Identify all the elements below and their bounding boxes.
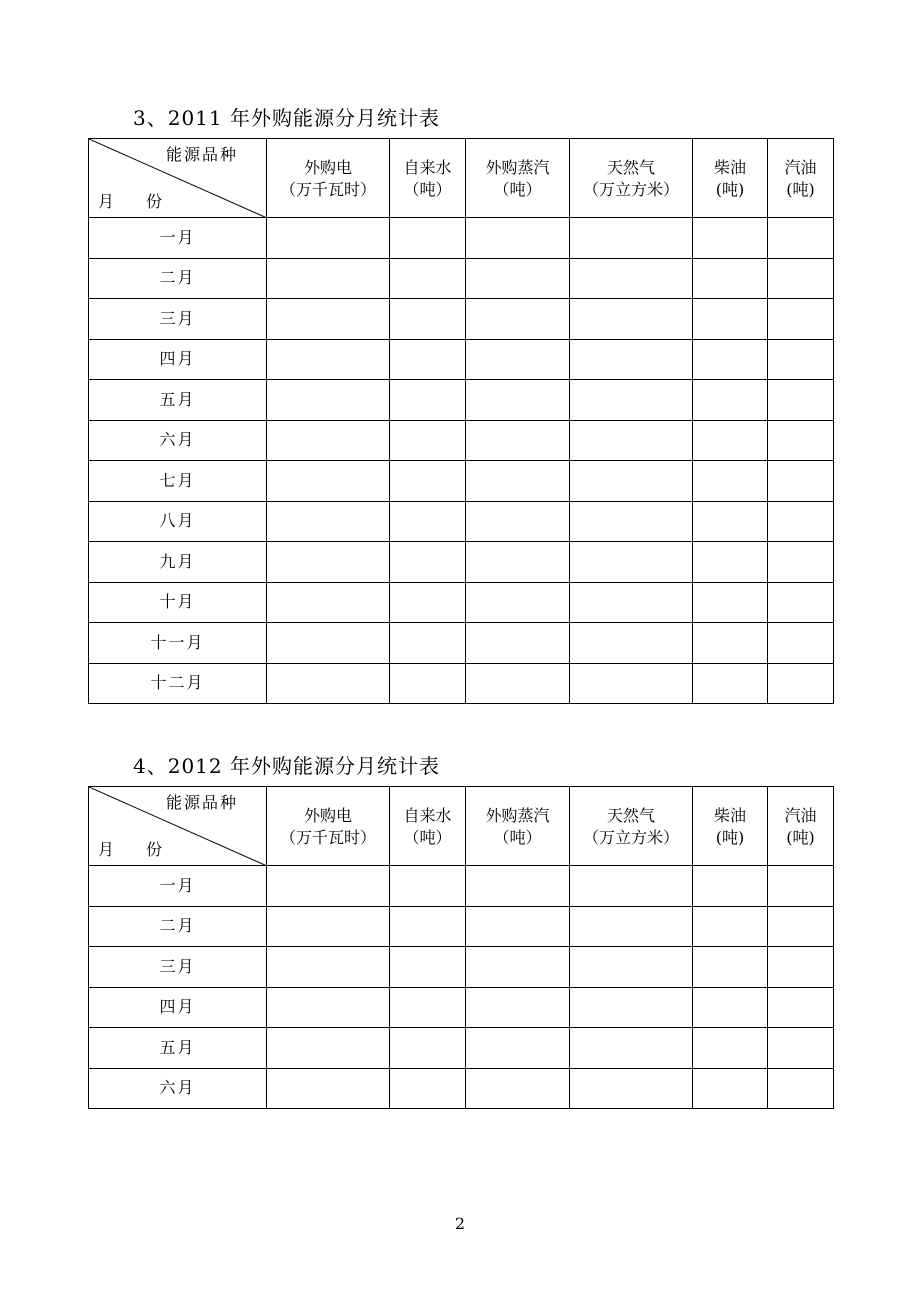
data-cell[interactable] — [267, 218, 390, 259]
data-cell[interactable] — [267, 582, 390, 623]
column-unit: (吨) — [715, 180, 745, 199]
data-cell[interactable] — [693, 947, 768, 988]
data-cell[interactable] — [390, 542, 466, 583]
table-row — [89, 663, 834, 704]
data-cell[interactable] — [390, 582, 466, 623]
column-unit: （吨） — [493, 828, 542, 847]
column-unit: （万千瓦时） — [279, 828, 376, 847]
data-cell[interactable] — [693, 623, 768, 664]
data-cell[interactable] — [466, 947, 570, 988]
data-cell[interactable] — [267, 866, 390, 907]
data-cell[interactable] — [390, 1068, 466, 1109]
month-cell: 七月 — [89, 461, 267, 502]
data-cell[interactable] — [390, 299, 466, 340]
data-cell[interactable] — [570, 1028, 693, 1069]
data-cell[interactable] — [693, 582, 768, 623]
data-cell[interactable] — [267, 380, 390, 421]
column-unit: （万立方米） — [582, 828, 679, 847]
data-cell[interactable] — [267, 623, 390, 664]
data-cell[interactable] — [466, 380, 570, 421]
data-cell[interactable] — [570, 339, 693, 380]
table-row — [89, 947, 834, 988]
table-row — [89, 987, 834, 1028]
column-unit: (吨) — [786, 180, 815, 199]
month-cell: 十一月 — [89, 623, 267, 664]
data-cell[interactable] — [570, 501, 693, 542]
column-name: 天然气 — [606, 806, 655, 825]
data-cell[interactable] — [267, 906, 390, 947]
data-cell[interactable] — [390, 947, 466, 988]
month-cell: 五月 — [89, 1028, 267, 1069]
data-cell[interactable] — [466, 987, 570, 1028]
data-cell[interactable] — [466, 218, 570, 259]
column-name: 外购蒸汽 — [485, 806, 550, 825]
column-unit: （万立方米） — [582, 180, 679, 199]
data-cell[interactable] — [390, 866, 466, 907]
column-name: 汽油 — [784, 158, 817, 177]
table-row — [89, 623, 834, 664]
data-cell[interactable] — [693, 420, 768, 461]
month-cell: 三月 — [89, 299, 267, 340]
data-cell[interactable] — [693, 461, 768, 502]
data-cell[interactable] — [693, 299, 768, 340]
table-row — [89, 582, 834, 623]
data-cell[interactable] — [390, 380, 466, 421]
data-cell[interactable] — [768, 339, 834, 380]
table-row — [89, 542, 834, 583]
data-cell[interactable] — [693, 380, 768, 421]
data-cell[interactable] — [466, 582, 570, 623]
month-cell: 一月 — [89, 866, 267, 907]
data-cell[interactable] — [768, 1028, 834, 1069]
data-cell[interactable] — [768, 461, 834, 502]
month-label: 月 份 — [98, 192, 163, 211]
data-cell[interactable] — [390, 987, 466, 1028]
data-cell[interactable] — [570, 420, 693, 461]
month-cell: 二月 — [89, 258, 267, 299]
month-cell: 十月 — [89, 582, 267, 623]
data-cell[interactable] — [466, 461, 570, 502]
data-cell[interactable] — [390, 420, 466, 461]
data-cell[interactable] — [570, 582, 693, 623]
data-cell[interactable] — [570, 1068, 693, 1109]
column-unit: （万千瓦时） — [279, 180, 376, 199]
month-cell: 八月 — [89, 501, 267, 542]
column-name: 外购电 — [303, 158, 352, 177]
data-cell[interactable] — [390, 663, 466, 704]
table-row — [89, 299, 834, 340]
data-cell[interactable] — [570, 947, 693, 988]
column-header — [466, 787, 570, 866]
table-row — [89, 1068, 834, 1109]
column-unit: （吨） — [403, 180, 452, 199]
corner-cell — [89, 139, 267, 218]
data-cell[interactable] — [693, 218, 768, 259]
column-unit: (吨) — [715, 828, 745, 847]
data-cell[interactable] — [570, 461, 693, 502]
data-cell[interactable] — [570, 258, 693, 299]
table-row — [89, 906, 834, 947]
column-header — [267, 139, 390, 218]
data-cell[interactable] — [390, 906, 466, 947]
data-cell[interactable] — [466, 339, 570, 380]
month-cell: 十二月 — [89, 663, 267, 704]
month-cell: 六月 — [89, 1068, 267, 1109]
data-cell[interactable] — [466, 1028, 570, 1069]
data-cell[interactable] — [267, 1028, 390, 1069]
column-unit: (吨) — [786, 828, 815, 847]
column-header — [466, 139, 570, 218]
corner-cell — [89, 787, 267, 866]
energy-table-2011 — [88, 138, 834, 704]
data-cell[interactable] — [693, 501, 768, 542]
data-cell[interactable] — [768, 542, 834, 583]
data-cell[interactable] — [570, 380, 693, 421]
column-name: 天然气 — [606, 158, 655, 177]
data-cell[interactable] — [267, 947, 390, 988]
column-name: 柴油 — [713, 806, 746, 825]
column-header — [693, 787, 768, 866]
data-cell[interactable] — [570, 663, 693, 704]
column-name: 自来水 — [403, 158, 452, 177]
month-cell: 六月 — [89, 420, 267, 461]
data-cell[interactable] — [267, 542, 390, 583]
column-name: 柴油 — [713, 158, 746, 177]
header-row — [89, 787, 834, 866]
column-name: 自来水 — [403, 806, 452, 825]
column-name: 汽油 — [784, 806, 817, 825]
energy-type-label: 能源品种 — [165, 145, 238, 164]
data-cell[interactable] — [768, 420, 834, 461]
data-cell[interactable] — [768, 380, 834, 421]
data-cell[interactable] — [466, 623, 570, 664]
data-cell[interactable] — [466, 1068, 570, 1109]
data-cell[interactable] — [768, 218, 834, 259]
month-cell: 九月 — [89, 542, 267, 583]
month-cell: 四月 — [89, 339, 267, 380]
data-cell[interactable] — [768, 987, 834, 1028]
month-cell: 三月 — [89, 947, 267, 988]
data-cell[interactable] — [693, 542, 768, 583]
column-header — [768, 139, 834, 218]
data-cell[interactable] — [693, 1028, 768, 1069]
column-header — [267, 787, 390, 866]
data-cell[interactable] — [466, 542, 570, 583]
data-cell[interactable] — [390, 218, 466, 259]
column-unit: （吨） — [403, 828, 452, 847]
data-cell[interactable] — [693, 1068, 768, 1109]
data-cell[interactable] — [466, 663, 570, 704]
table-row — [89, 258, 834, 299]
column-header — [768, 787, 834, 866]
month-cell: 四月 — [89, 987, 267, 1028]
table-row — [89, 501, 834, 542]
data-cell[interactable] — [693, 987, 768, 1028]
data-cell[interactable] — [570, 218, 693, 259]
data-cell[interactable] — [267, 663, 390, 704]
data-cell[interactable] — [570, 299, 693, 340]
data-cell[interactable] — [768, 906, 834, 947]
data-cell[interactable] — [570, 987, 693, 1028]
month-cell: 一月 — [89, 218, 267, 259]
data-cell[interactable] — [390, 623, 466, 664]
data-cell[interactable] — [693, 866, 768, 907]
column-header — [570, 139, 693, 218]
column-header — [693, 139, 768, 218]
data-cell[interactable] — [390, 1028, 466, 1069]
table-2011-heading: 3、2011 年外购能源分月统计表 — [133, 106, 440, 130]
data-cell[interactable] — [390, 501, 466, 542]
data-cell[interactable] — [466, 906, 570, 947]
column-header — [390, 139, 466, 218]
data-cell[interactable] — [768, 947, 834, 988]
table-row — [89, 380, 834, 421]
header-row — [89, 139, 834, 218]
data-cell[interactable] — [768, 1068, 834, 1109]
month-cell: 二月 — [89, 906, 267, 947]
data-cell[interactable] — [693, 906, 768, 947]
data-cell[interactable] — [768, 866, 834, 907]
data-cell[interactable] — [693, 339, 768, 380]
month-label: 月 份 — [98, 840, 163, 859]
table-row — [89, 218, 834, 259]
data-cell[interactable] — [466, 299, 570, 340]
data-cell[interactable] — [466, 501, 570, 542]
table-2012-heading: 4、2012 年外购能源分月统计表 — [133, 754, 440, 778]
energy-table-2012 — [88, 786, 834, 1109]
data-cell[interactable] — [267, 987, 390, 1028]
data-cell[interactable] — [768, 501, 834, 542]
data-cell[interactable] — [267, 420, 390, 461]
table-row — [89, 1028, 834, 1069]
data-cell[interactable] — [466, 258, 570, 299]
data-cell[interactable] — [570, 906, 693, 947]
data-cell[interactable] — [570, 623, 693, 664]
data-cell[interactable] — [693, 663, 768, 704]
column-name: 外购蒸汽 — [485, 158, 550, 177]
data-cell[interactable] — [267, 299, 390, 340]
data-cell[interactable] — [570, 866, 693, 907]
data-cell[interactable] — [466, 866, 570, 907]
page-number: 2 — [454, 1214, 466, 1233]
data-cell[interactable] — [693, 258, 768, 299]
data-cell[interactable] — [390, 461, 466, 502]
column-unit: （吨） — [493, 180, 542, 199]
table-row — [89, 339, 834, 380]
data-cell[interactable] — [267, 501, 390, 542]
data-cell[interactable] — [390, 258, 466, 299]
month-cell: 五月 — [89, 380, 267, 421]
table-row — [89, 420, 834, 461]
table-row — [89, 461, 834, 502]
data-cell[interactable] — [466, 420, 570, 461]
data-cell[interactable] — [768, 258, 834, 299]
column-header — [390, 787, 466, 866]
data-cell[interactable] — [768, 663, 834, 704]
energy-type-label: 能源品种 — [165, 793, 238, 812]
data-cell[interactable] — [570, 542, 693, 583]
data-cell[interactable] — [768, 582, 834, 623]
column-name: 外购电 — [303, 806, 352, 825]
data-cell[interactable] — [267, 1068, 390, 1109]
data-cell[interactable] — [768, 299, 834, 340]
data-cell[interactable] — [267, 461, 390, 502]
data-cell[interactable] — [390, 339, 466, 380]
data-cell[interactable] — [768, 623, 834, 664]
data-cell[interactable] — [267, 258, 390, 299]
column-header — [570, 787, 693, 866]
data-cell[interactable] — [267, 339, 390, 380]
table-row — [89, 866, 834, 907]
